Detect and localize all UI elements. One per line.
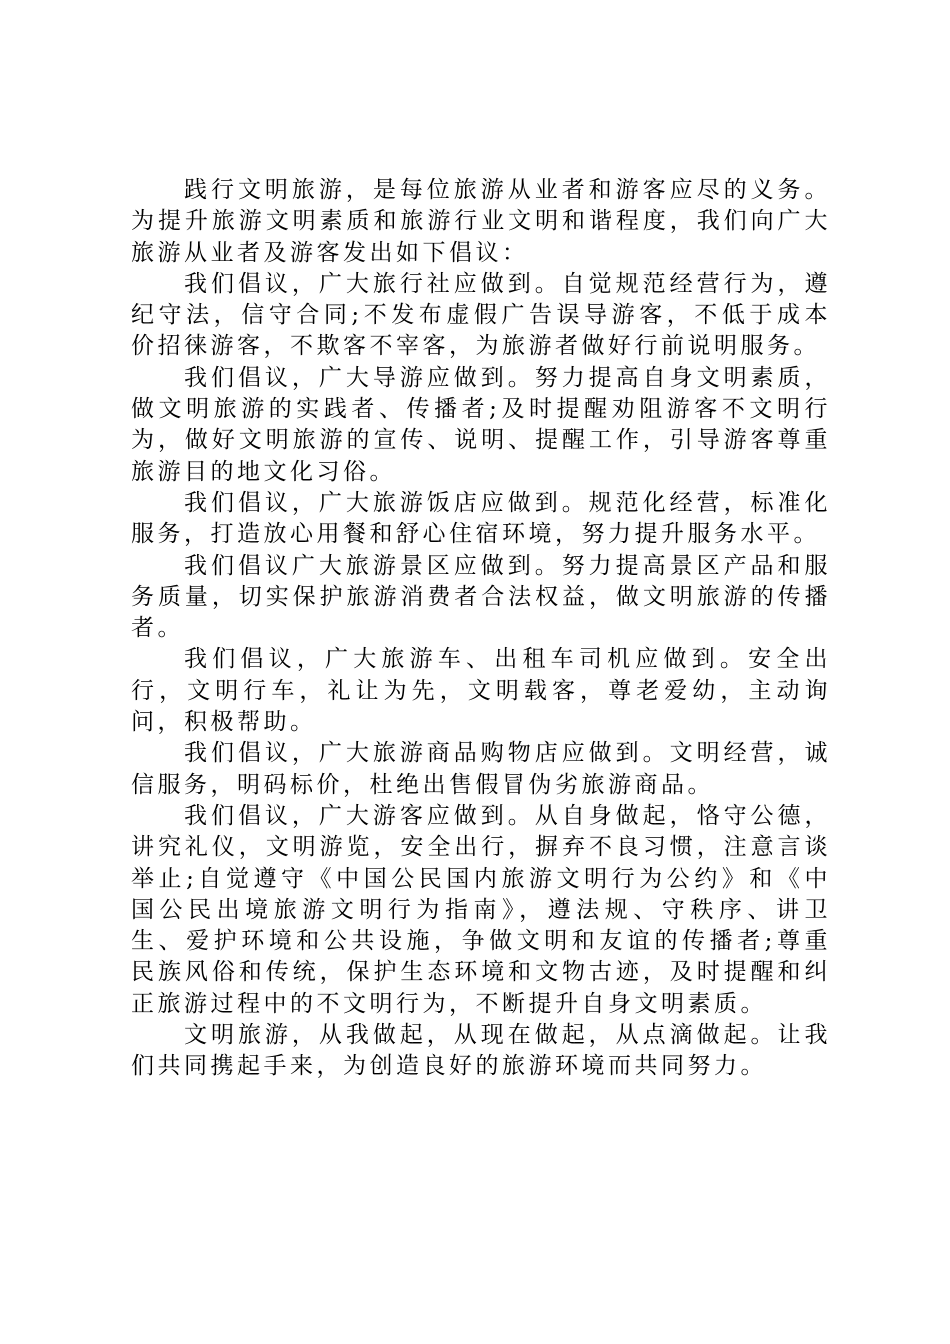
paragraph-tourists: 我们倡议，广大游客应做到。从自身做起，恪守公德，讲究礼仪，文明游览，安全出行，摒弃不良习惯，注意言谈举止;自觉遵守《中国公民国内旅游文明行为公约》和《中国公民出境旅游文明行为指南》，遵法规、守秩序、讲卫生、爱护环境和公共设施，争做文明和友谊的传播者;尊重民族风俗和传统，保护生态环境和文物古迹，及时提醒和纠正旅游过程中的不文明行为，不断提升自身文明素质。	[131, 802, 831, 1017]
paragraph-closing: 文明旅游，从我做起，从现在做起，从点滴做起。让我们共同携起手来，为创造良好的旅游环境而共同努力。	[131, 1022, 831, 1080]
paragraph-tour-guides: 我们倡议，广大导游应做到。努力提高自身文明素质，做文明旅游的实践者、传播者;及时提醒劝阻游客不文明行为，做好文明旅游的宣传、说明、提醒工作，引导游客尊重旅游目的地文化习俗。	[131, 364, 831, 485]
paragraph-scenic-areas: 我们倡议广大旅游景区应做到。努力提高景区产品和服务质量，切实保护旅游消费者合法权益，做文明旅游的传播者。	[131, 552, 831, 642]
paragraph-intro: 践行文明旅游，是每位旅游从业者和游客应尽的义务。为提升旅游文明素质和旅游行业文明和谐程度，我们向广大旅游从业者及游客发出如下倡议：	[131, 177, 831, 266]
paragraph-hotels: 我们倡议，广大旅游饭店应做到。规范化经营，标准化服务，打造放心用餐和舒心住宿环境，努力提升服务水平。	[131, 489, 831, 548]
paragraph-shops: 我们倡议，广大旅游商品购物店应做到。文明经营，诚信服务，明码标价，杜绝出售假冒伪劣旅游商品。	[131, 740, 831, 798]
paragraph-travel-agencies: 我们倡议，广大旅行社应做到。自觉规范经营行为，遵纪守法，信守合同;不发布虚假广告误导游客，不低于成本价招徕游客，不欺客不宰客，为旅游者做好行前说明服务。	[131, 270, 831, 360]
paragraph-drivers: 我们倡议，广大旅游车、出租车司机应做到。安全出行，文明行车，礼让为先，文明载客，尊老爱幼，主动询问，积极帮助。	[131, 646, 831, 736]
document-body	[131, 175, 831, 1083]
